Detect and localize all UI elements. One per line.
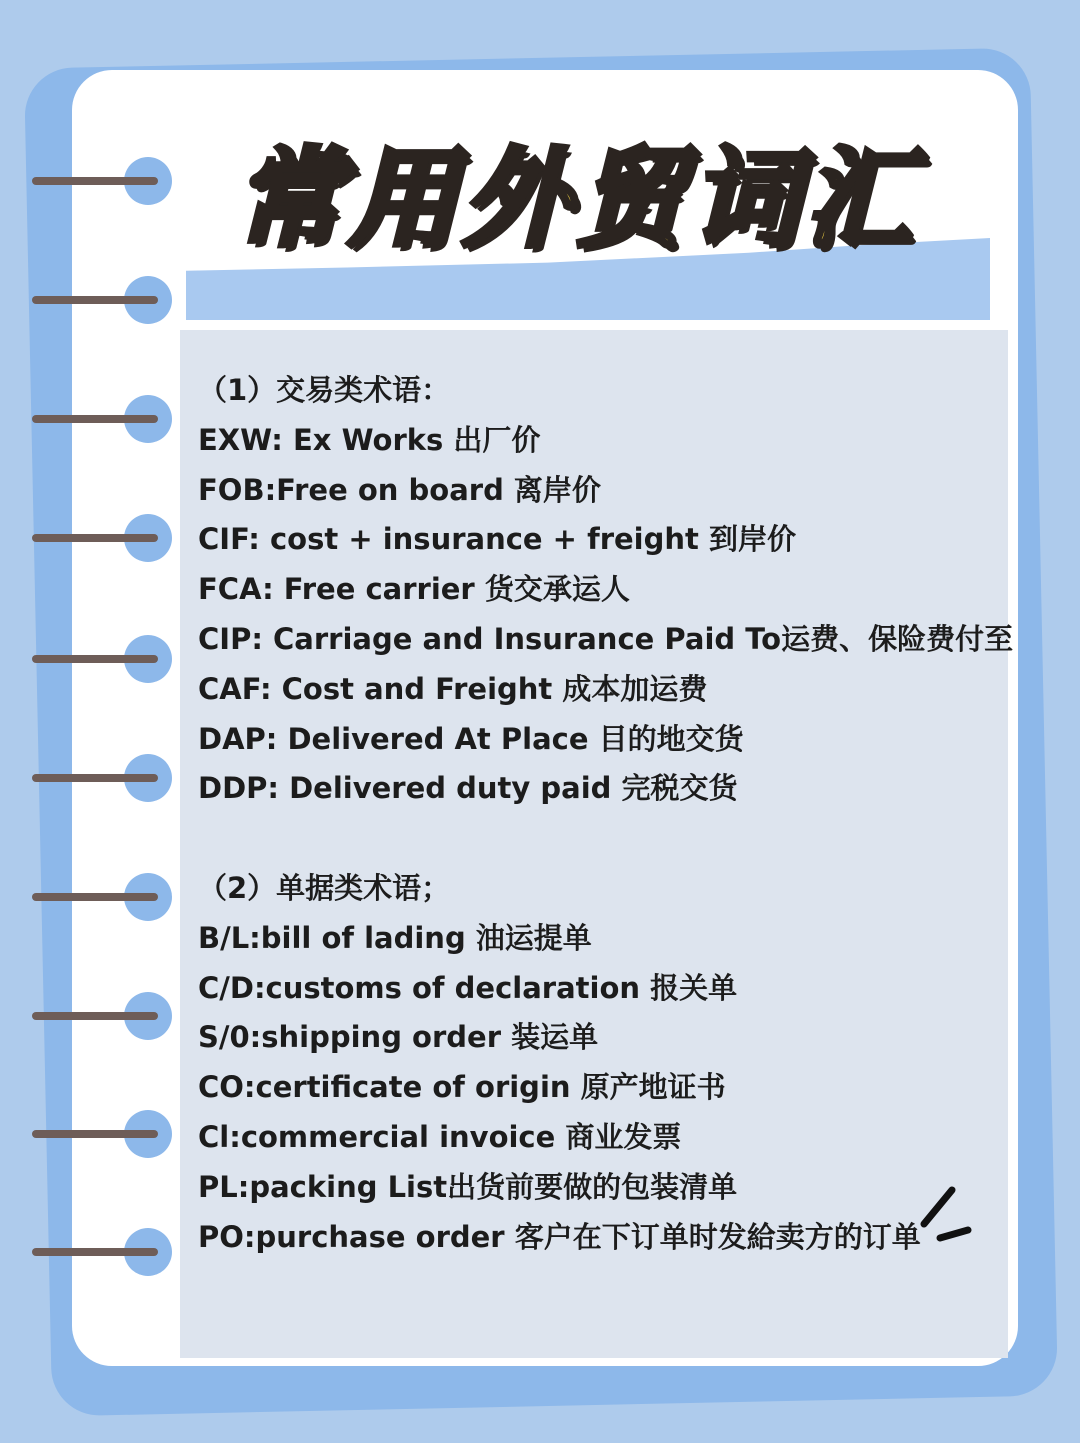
ring-bar xyxy=(32,1130,158,1138)
binder-ring xyxy=(32,873,172,925)
ring-bar xyxy=(32,655,158,663)
list-item: PL:packing List出货前要做的包装清单 xyxy=(198,1169,738,1204)
ring-bar xyxy=(32,415,158,423)
list-item: PO:purchase order 客户在下订单时发給卖方的订单 xyxy=(198,1219,921,1254)
ring-bar xyxy=(32,1248,158,1256)
doodle-check-icon xyxy=(918,1184,978,1244)
ring-bar xyxy=(32,534,158,542)
list-item: S/0:shipping order 装运单 xyxy=(198,1020,599,1055)
section-heading-trade-terms: （1）交易类术语： xyxy=(198,373,451,407)
list-item: EXW: Ex Works 出厂价 xyxy=(198,422,541,457)
list-item: CIP: Carriage and Insurance Paid To运费、保险费付至 xyxy=(198,621,1014,656)
list-item: CO:certificate of origin 原产地证书 xyxy=(198,1070,726,1105)
binder-ring xyxy=(32,992,172,1044)
ring-bar xyxy=(32,177,158,185)
binder-ring xyxy=(32,395,172,447)
binder-ring xyxy=(32,276,172,328)
list-item: FCA: Free carrier 货交承运人 xyxy=(198,572,630,607)
list-item: DAP: Delivered At Place 目的地交货 xyxy=(198,721,744,756)
page-title: 常用外贸词汇 xyxy=(234,137,919,262)
list-item: CAF: Cost and Freight 成本加运费 xyxy=(198,671,708,706)
content-panel xyxy=(180,330,1014,1358)
list-item: DDP: Delivered duty paid 完税交货 xyxy=(198,771,738,806)
binder-ring xyxy=(32,514,172,566)
list-item: FOB:Free on board 离岸价 xyxy=(198,472,601,507)
binder-ring xyxy=(32,635,172,687)
term-list xyxy=(198,366,1014,1262)
binder-ring xyxy=(32,1110,172,1162)
binder-ring xyxy=(32,1228,172,1280)
section-spacer xyxy=(198,814,998,864)
section-heading-document-terms: （2）单据类术语； xyxy=(198,870,451,905)
ring-bar xyxy=(32,296,158,304)
list-item: C/D:customs of declaration 报关单 xyxy=(198,970,738,1005)
ring-bar xyxy=(32,774,158,782)
list-item: Cl:commercial invoice 商业发票 xyxy=(198,1119,682,1154)
list-item: CIF: cost + insurance + freight 到岸价 xyxy=(198,522,796,557)
ring-bar xyxy=(32,893,158,901)
binder-ring xyxy=(32,157,172,209)
binder-ring xyxy=(32,754,172,806)
list-item: B/L:bill of lading 油运提单 xyxy=(198,920,592,955)
ring-bar xyxy=(32,1012,158,1020)
